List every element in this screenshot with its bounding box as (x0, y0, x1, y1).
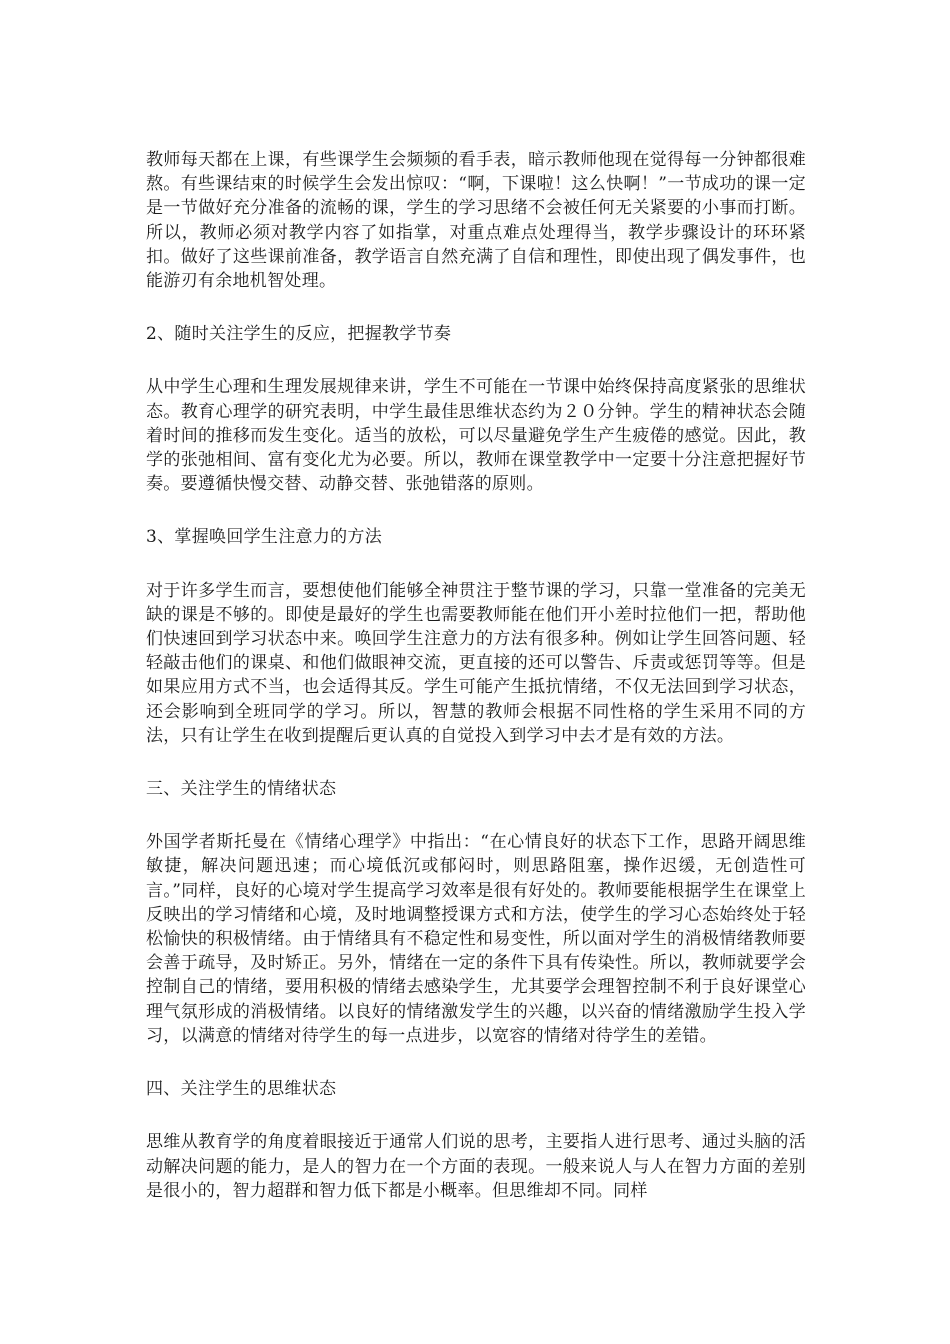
paragraph-lesson-preparation: 教师每天都在上课，有些课学生会频频的看手表，暗示教师他现在觉得每一分钟都很难熬。有些课结束的时候学生会发出惊叹：“啊，下课啦！这么快啊！”一节成功的课一定是一节做好充分准备的流畅的课，学生的学习思绪不会被任何无关紧要的小事而打断。所以，教师必须对教学内容了如指掌，对重点难点处理得当，教学步骤设计的环环紧扣。做好了这些课前准备，教学语言自然充满了自信和理性，即使出现了偶发事件，也能游刃有余地机智处理。 (146, 150, 806, 292)
paragraph-thinking-state: 思维从教育学的角度着眼接近于通常人们说的思考，主要指人进行思考、通过头脑的活动解决问题的能力，是人的智力在一个方面的表现。一般来说人与人在智力方面的差别是很小的，智力超群和智力低下都是小概率。但思维却不同。同样 (146, 1132, 806, 1201)
paragraph-emotional-state: 外国学者斯托曼在《情绪心理学》中指出：“在心情良好的状态下工作，思路开阔思维敏捷，解决问题迅速；而心境低沉或郁闷时，则思路阻塞，操作迟缓，无创造性可言。”同样，良好的心境对学生提高学习效率是很有好处的。教师要能根据学生在课堂上反映出的学习情绪和心境，及时地调整授课方式和方法，使学生的学习心态始终处于轻松愉快的积极情绪。由于情绪具有不稳定性和易变性，所以面对学生的消极情绪教师要会善于疏导，及时矫正。另外，情绪在一定的条件下具有传染性。所以，教师就要学会控制自己的情绪，要用积极的情绪去感染学生，尤其要学会理智控制不利于良好课堂心理气氛形成的消极情绪。以良好的情绪激发学生的兴趣，以兴奋的情绪激励学生投入学习，以满意的情绪对待学生的每一点进步，以宽容的情绪对待学生的差错。 (146, 832, 806, 1046)
heading-thinking-state: 四、关注学生的思维状态 (146, 1079, 337, 1100)
paragraph-attention-methods: 对于许多学生而言，要想使他们能够全神贯注于整节课的学习，只靠一堂准备的完美无缺的课是不够的。即使是最好的学生也需要教师能在他们开小差时拉他们一把，帮助他们快速回到学习状态中来。唤回学生注意力的方法有很多种。例如让学生回答问题、轻轻敲击他们的课桌、和他们做眼神交流，更直接的还可以警告、斥责或惩罚等等。但是如果应用方式不当，也会适得其反。学生可能产生抵抗情绪，不仅无法回到学习状态，还会影响到全班同学的学习。所以，智慧的教师会根据不同性格的学生采用不同的方法，只有让学生在收到提醒后更认真的自觉投入到学习中去才是有效的方法。 (146, 580, 806, 746)
heading-teaching-rhythm: 2、随时关注学生的反应，把握教学节奏 (146, 324, 452, 345)
paragraph-teaching-rhythm: 从中学生心理和生理发展规律来讲，学生不可能在一节课中始终保持高度紧张的思维状态。教育心理学的研究表明，中学生最佳思维状态约为２０分钟。学生的精神状态会随着时间的推移而发生变化。适当的放松，可以尽量避免学生产生疲倦的感觉。因此，教学的张弛相间、富有变化尤为必要。所以，教师在课堂教学中一定要十分注意把握好节奏。要遵循快慢交替、动静交替、张弛错落的原则。 (146, 377, 806, 495)
heading-attention-methods: 3、掌握唤回学生注意力的方法 (146, 527, 383, 548)
document-page (146, 148, 806, 1232)
heading-emotional-state: 三、关注学生的情绪状态 (146, 779, 337, 800)
